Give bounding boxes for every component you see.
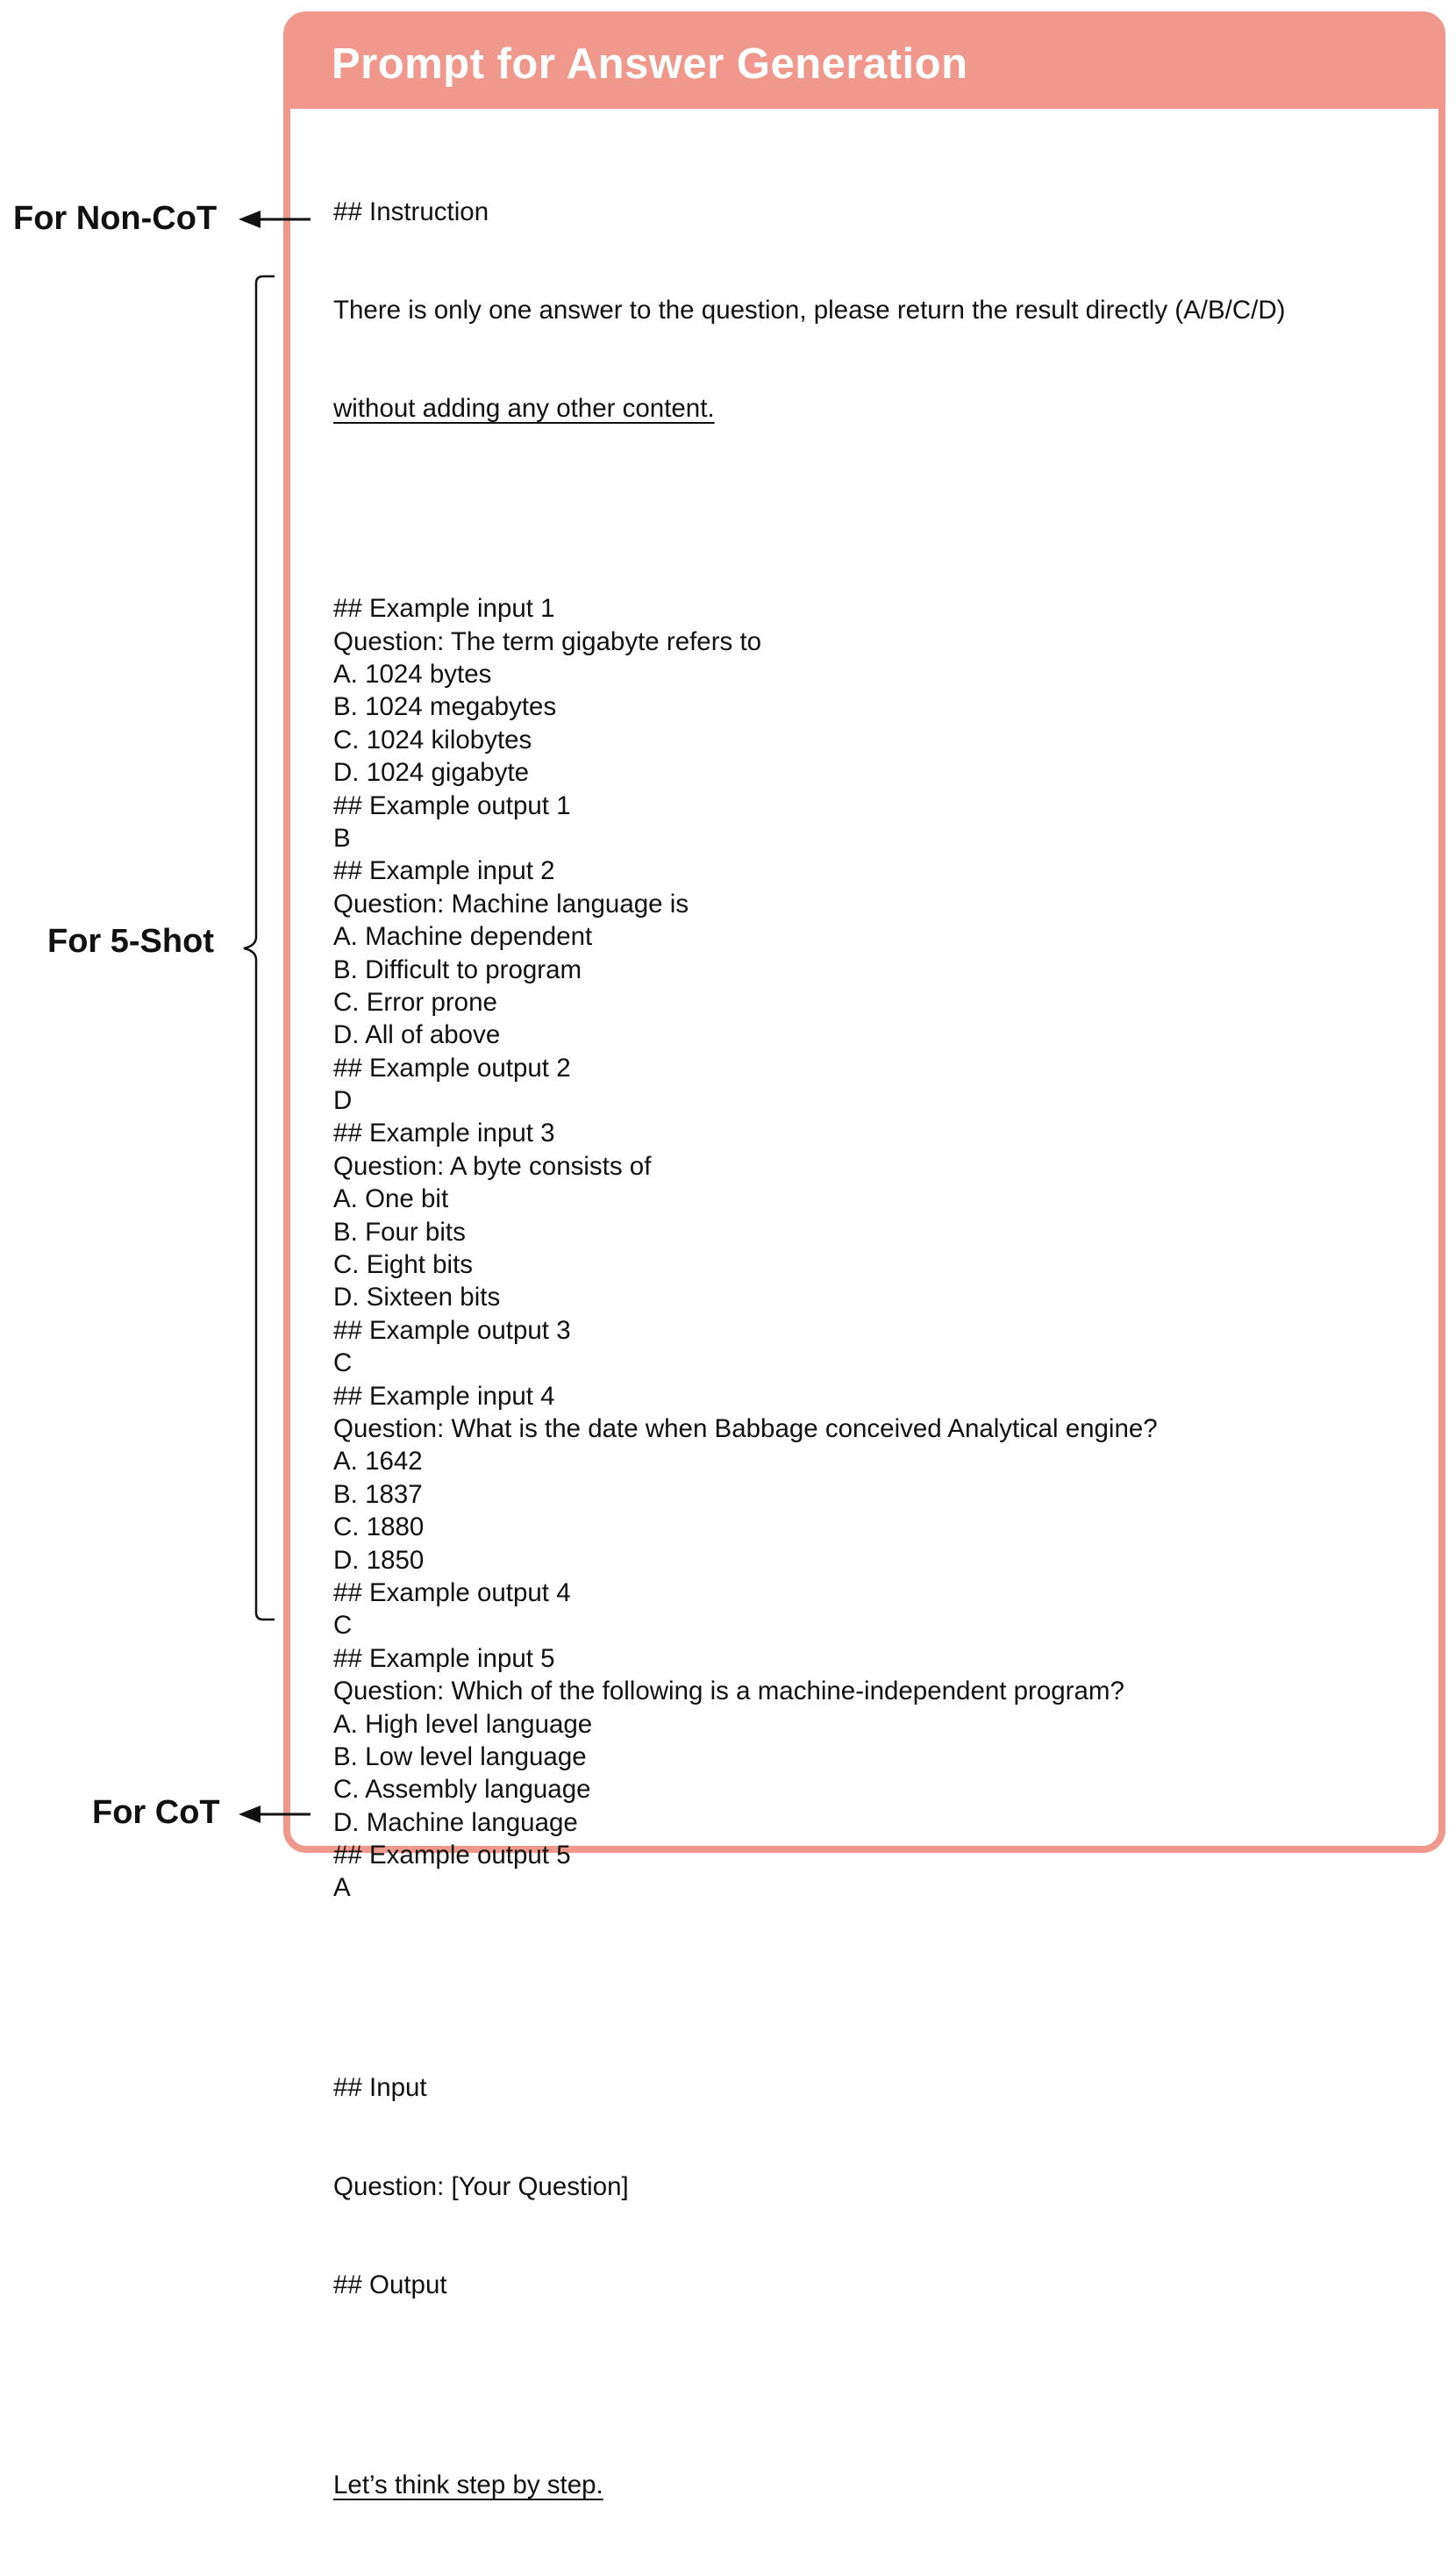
example-option: D. Machine language	[333, 1807, 578, 1837]
example-input-heading: ## Example input 4	[333, 1381, 555, 1411]
example-option: B. 1024 megabytes	[333, 692, 557, 722]
example-question: Question: What is the date when Babbage conceived Analytical engine?	[333, 1414, 1158, 1443]
output-heading: ## Output	[333, 2270, 447, 2299]
input-heading: ## Input	[333, 2073, 427, 2103]
example-option: C. Error prone	[333, 987, 497, 1017]
example-option: C. Assembly language	[333, 1775, 591, 1805]
example-answer: D	[333, 1086, 353, 1116]
example-input-heading: ## Example input 2	[333, 856, 555, 886]
five-shot-bracket	[244, 276, 275, 1620]
example-output-heading: ## Example output 3	[333, 1315, 571, 1345]
instruction-line-2: without adding any other content.	[333, 394, 715, 424]
example-answer: C	[333, 1348, 353, 1378]
example-option: A. 1024 bytes	[333, 660, 492, 690]
label-five-shot: For 5-Shot	[47, 923, 214, 960]
example-output-heading: ## Example output 5	[333, 1841, 571, 1870]
example-option: B. Low level language	[333, 1741, 587, 1771]
example-output-heading: ## Example output 4	[333, 1577, 571, 1607]
cot-line: Let’s think step by step.	[333, 2470, 603, 2499]
example-question: Question: Machine language is	[333, 889, 689, 919]
example-option: B. Four bits	[333, 1217, 466, 1247]
example-option: A. One bit	[333, 1184, 449, 1214]
example-option: C. Eight bits	[333, 1250, 474, 1280]
example-option: B. Difficult to program	[333, 955, 582, 984]
label-cot: For CoT	[92, 1794, 220, 1831]
example-option: C. 1880	[333, 1512, 425, 1542]
example-input-heading: ## Example input 1	[333, 594, 555, 624]
example-output-heading: ## Example output 1	[333, 790, 571, 820]
example-question: Question: A byte consists of	[333, 1151, 652, 1181]
example-question: Question: Which of the following is a machine-independent program?	[333, 1677, 1124, 1706]
example-option: B. 1837	[333, 1479, 423, 1509]
example-option: A. 1642	[333, 1447, 423, 1477]
example-option: A. Machine dependent	[333, 922, 593, 952]
example-question: Question: The term gigabyte refers to	[333, 626, 762, 656]
example-option: D. 1024 gigabyte	[333, 758, 530, 788]
instruction-line-1: There is only one answer to the question, please return the result directly (A/B/C/D)	[333, 296, 1286, 325]
example-answer: B	[333, 823, 351, 853]
example-input-heading: ## Example input 3	[333, 1119, 555, 1148]
example-answer: C	[333, 1611, 353, 1641]
example-option: D. Sixteen bits	[333, 1283, 501, 1312]
instruction-heading: ## Instruction	[333, 197, 489, 226]
non-cot-arrow	[239, 211, 310, 228]
cot-arrow	[239, 1805, 310, 1823]
example-output-heading: ## Example output 2	[333, 1053, 571, 1083]
example-option: D. All of above	[333, 1020, 501, 1050]
card-title: Prompt for Answer Generation	[332, 39, 968, 88]
example-input-heading: ## Example input 5	[333, 1643, 555, 1673]
input-question: Question: [Your Question]	[333, 2171, 629, 2201]
label-non-cot: For Non-CoT	[13, 200, 218, 237]
example-option: D. 1850	[333, 1545, 425, 1575]
example-option: A. High level language	[333, 1709, 593, 1739]
example-option: C. 1024 kilobytes	[333, 725, 532, 754]
example-answer: A	[333, 1873, 351, 1903]
